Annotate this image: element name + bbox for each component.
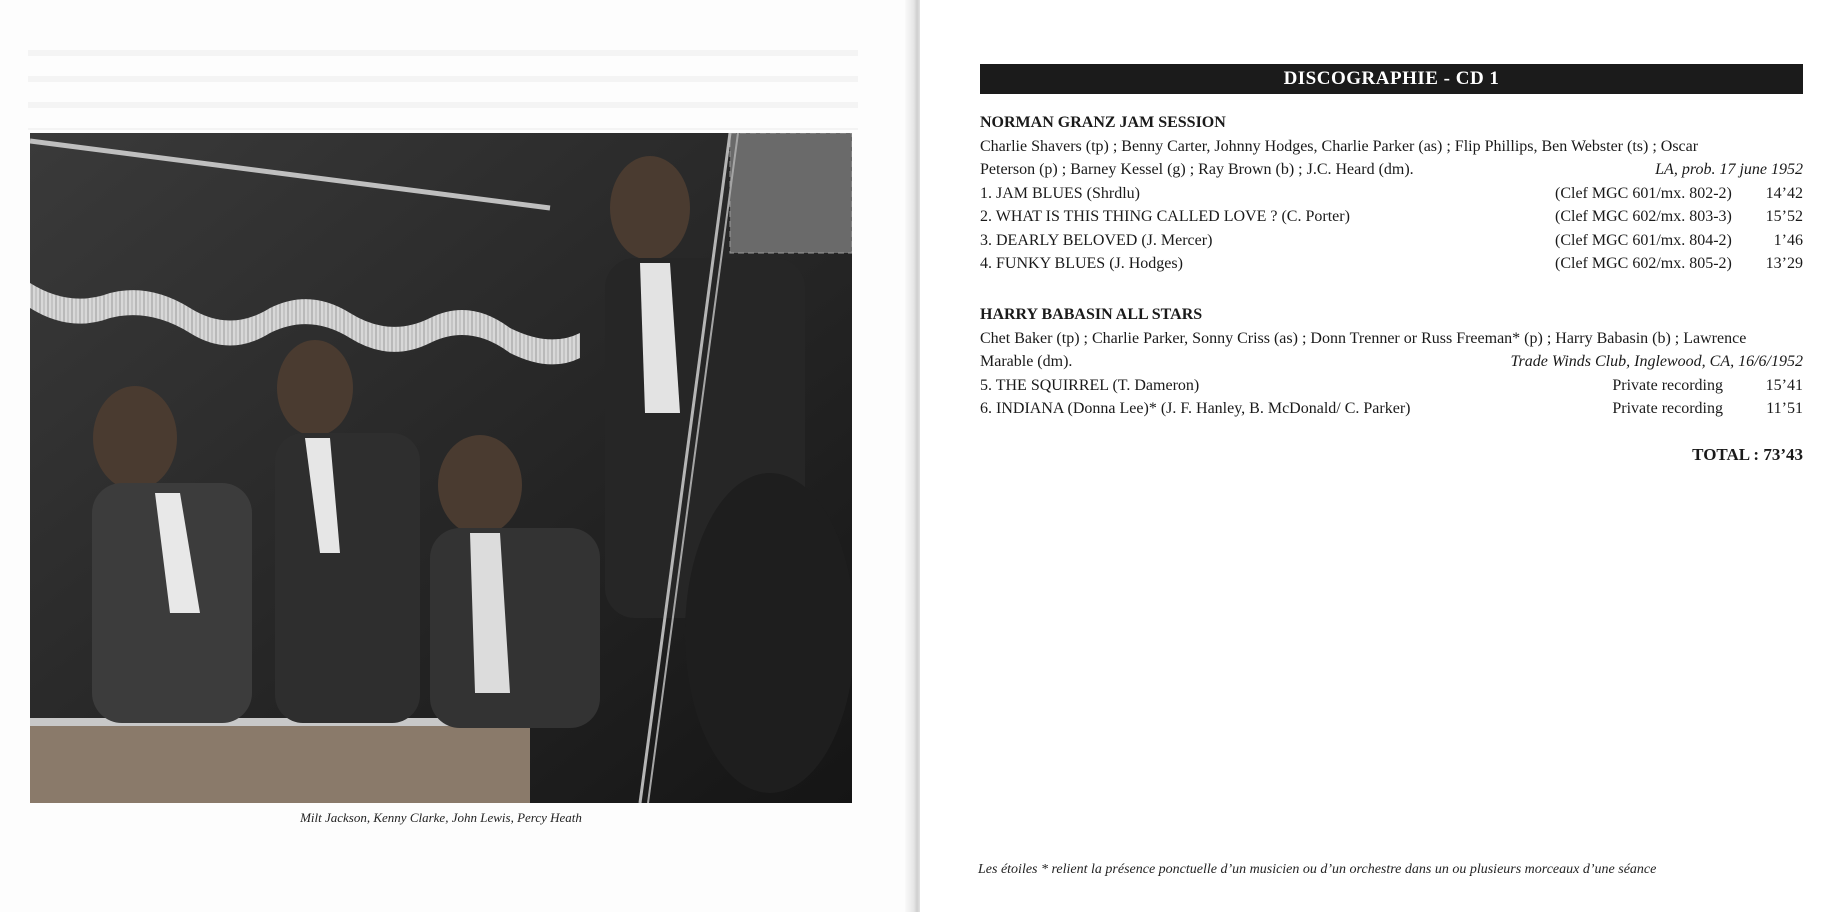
track-duration: 1’46 <box>1773 231 1803 249</box>
track-row <box>980 229 1803 253</box>
personnel-place-line <box>980 350 1803 374</box>
personnel-line: Chet Baker (tp) ; Charlie Parker, Sonny Criss (as) ; Donn Trenner or Russ Freeman* (p) ; Harry Babasin (b) ; Lawrence <box>980 329 1747 347</box>
track-reference: (Clef MGC 602/mx. 805-2) <box>1555 255 1732 272</box>
track-reference: (Clef MGC 602/mx. 803-3) <box>1555 208 1732 225</box>
track-reference: (Clef MGC 601/mx. 802-2) <box>1555 184 1732 202</box>
track-title: 3. DEARLY BELOVED (J. Mercer) <box>980 231 1213 249</box>
track-duration: 13’29 <box>1765 255 1803 272</box>
session-title: HARRY BABASIN ALL STARS <box>980 306 1203 323</box>
track-title: 2. WHAT IS THIS THING CALLED LOVE ? (C. Porter) <box>980 208 1350 225</box>
track-title: 4. FUNKY BLUES (J. Hodges) <box>980 255 1183 272</box>
track-duration: 11’51 <box>1766 400 1803 417</box>
track-row <box>980 252 1803 276</box>
bleed-through-text <box>28 50 858 130</box>
band-photo-image <box>30 133 852 803</box>
track-row <box>980 397 1803 421</box>
track-duration: 14’42 <box>1765 184 1803 202</box>
track-duration: 15’52 <box>1765 208 1803 225</box>
recording-place: Trade Winds Club, Inglewood, CA, 16/6/1952 <box>1510 353 1803 370</box>
total-duration: TOTAL : 73’43 <box>1692 445 1803 464</box>
photo-caption: Milt Jackson, Kenny Clarke, John Lewis, Percy Heath <box>300 810 582 825</box>
personnel-line: Peterson (p) ; Barney Kessel (g) ; Ray Brown (b) ; J.C. Heard (dm). <box>980 161 1414 178</box>
footnote: Les étoiles * relient la présence ponctuelle d’un musicien ou d’un orchestre dans un ou plusieurs morceaux d’une séance <box>978 862 1657 877</box>
track-title: 1. JAM BLUES (Shrdlu) <box>980 184 1141 202</box>
personnel-place-line <box>980 158 1803 182</box>
session-harry-babasin <box>980 303 1803 421</box>
session-title: NORMAN GRANZ JAM SESSION <box>980 114 1226 131</box>
right-page <box>920 0 1835 912</box>
band-photo <box>30 133 852 803</box>
track-reference: Private recording <box>1612 376 1723 394</box>
track-row <box>980 205 1803 229</box>
track-title: 5. THE SQUIRREL (T. Dameron) <box>980 376 1200 394</box>
track-title: 6. INDIANA (Donna Lee)* (J. F. Hanley, B. McDonald/ C. Parker) <box>980 400 1411 417</box>
left-page <box>0 0 912 912</box>
recording-place: LA, prob. 17 june 1952 <box>1655 161 1803 178</box>
personnel-line: Marable (dm). <box>980 353 1073 370</box>
personnel-line: Charlie Shavers (tp) ; Benny Carter, Johnny Hodges, Charlie Parker (as) ; Flip Phillips, Ben Webster (ts) ; Oscar <box>980 137 1699 155</box>
track-row <box>980 374 1803 398</box>
track-reference: (Clef MGC 601/mx. 804-2) <box>1555 231 1732 249</box>
session-norman-granz <box>980 111 1803 276</box>
discography-header: DISCOGRAPHIE - CD 1 <box>980 64 1803 94</box>
track-reference: Private recording <box>1612 400 1723 417</box>
track-row <box>980 182 1803 206</box>
track-duration: 15’41 <box>1765 376 1803 394</box>
